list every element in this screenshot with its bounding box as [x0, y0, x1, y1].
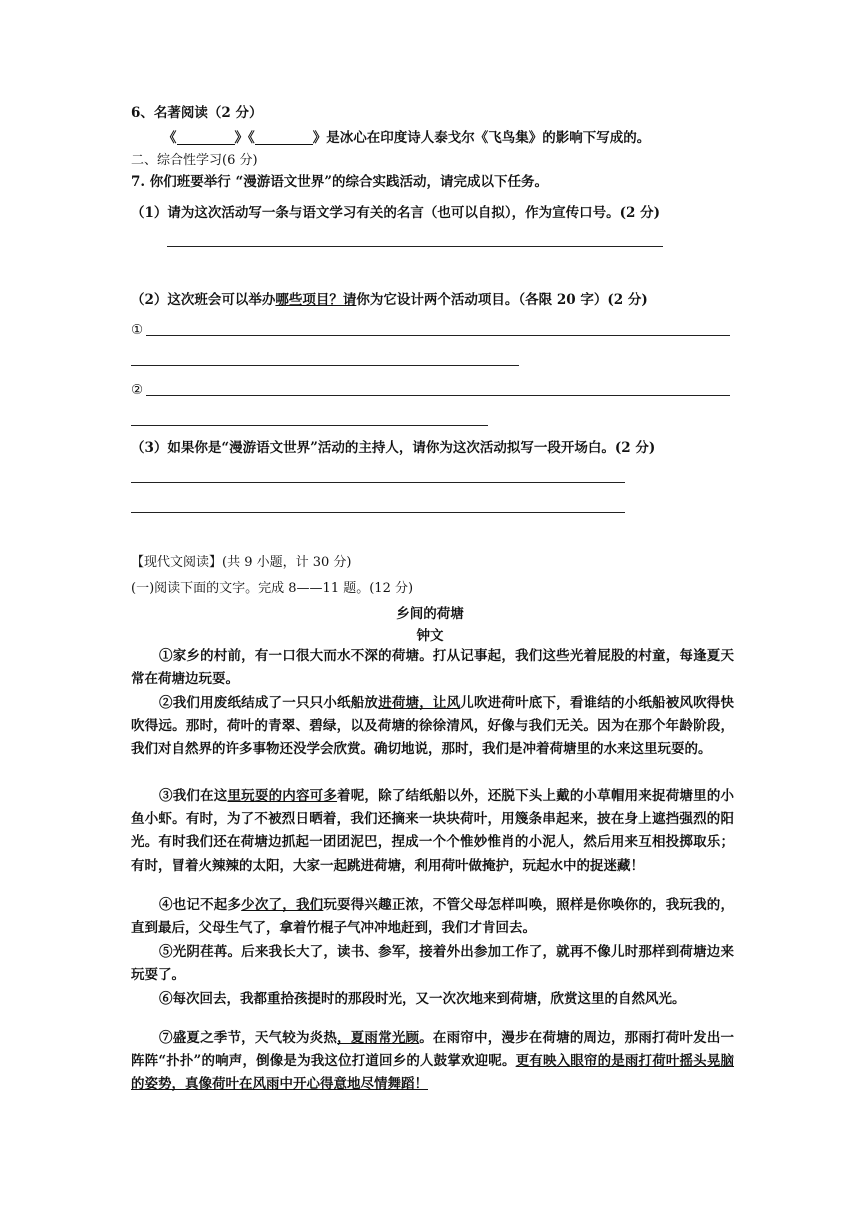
- q7-sub2: [131, 291, 648, 309]
- q6-prompt: [163, 129, 650, 147]
- q6-open: 《: [163, 130, 177, 146]
- section-two-heading: 二、综合性学习(6 分): [131, 153, 258, 168]
- underlined-phrase: 少次了，我们: [241, 897, 324, 913]
- part-one-instruction: (一)阅读下面的文字。完成 8——11 题。(12 分): [131, 581, 414, 596]
- q7-sub2-after: 你为它设计两个活动项目。（各限 20 字）(2 分): [356, 292, 648, 308]
- answer-line-item2-a[interactable]: [146, 395, 730, 396]
- q7-sub2-underlined: 哪些项目？请: [275, 292, 357, 308]
- item-mark-1: ①: [131, 322, 144, 338]
- answer-line-sub1[interactable]: [167, 246, 663, 247]
- answer-line-item1-b[interactable]: [131, 365, 519, 366]
- answer-line-sub3-a[interactable]: [131, 482, 625, 483]
- item-mark-2: ②: [131, 382, 144, 398]
- q6-mid: 》《: [234, 130, 255, 146]
- answer-line-item1-a[interactable]: [146, 335, 730, 336]
- q7-prompt: 7. 你们班要举行 “漫游语文世界”的综合实践活动，请完成以下任务。: [131, 174, 549, 190]
- article-paragraph-3: ③我们在这里玩耍的内容可多着呢，除了结纸船以外，还脱下头上戴的小草帽用来捉荷塘里的小鱼小虾。有时，为了不被烈日晒着，我们还摘来一块块荷叶，用篾条串起来，披在身上遮挡强烈的阳光。有时我们还在荷塘边抓起一团团泥巴，捏成一个个惟妙惟肖的小泥人，然后用来互相投掷取乐；有时，冒着火辣辣的太阳，大家一起跳进荷塘，利用荷叶做掩护，玩起水中的捉迷藏！: [131, 788, 735, 874]
- underlined-phrase: 里玩耍的内容可多: [227, 788, 338, 804]
- article-title: 乡间的荷塘: [396, 606, 464, 622]
- article-paragraph-5: ⑤光阴荏苒。后来我长大了，读书、参军，接着外出参加工作了，就再不像儿时那样到荷塘边来玩耍了。: [131, 944, 734, 984]
- article-paragraph-7: ⑦盛夏之季节，天气较为炎热，夏雨常光顾。在雨帘中，漫步在荷塘的周边，那雨打荷叶发出一阵阵“扑扑”的响声，倒像是为我这位打道回乡的人鼓掌欢迎呢。更有映入眼帘的是雨打荷叶摇头晃脑的姿势，真像荷叶在风雨中开心得意地尽情舞蹈！: [131, 1030, 735, 1093]
- article-paragraph-2: ②我们用废纸结成了一只只小纸船放进荷塘，让风儿吹进荷叶底下，看谁结的小纸船被风吹得快吹得远。那时，荷叶的青翠、碧绿，以及荷塘的徐徐清风，好像与我们无关。因为在那个年龄阶段，我们对自然界的许多事物还没学会欣赏。确切地说，那时，我们是冲着荷塘里的水来这里玩耍的。: [131, 695, 735, 758]
- q7-sub2-before: （2）这次班会可以举办: [131, 292, 276, 308]
- modern-reading-header: 【现代文阅读】(共 9 小题，计 30 分): [131, 555, 352, 570]
- q6-blank-1[interactable]: [177, 130, 235, 145]
- answer-line-item2-b[interactable]: [131, 425, 488, 426]
- underlined-sentence: 更有映入眼帘的是雨打荷叶摇头晃脑的姿势，真像荷叶在风雨中开心得意地尽情舞蹈！: [131, 1053, 735, 1093]
- q7-sub1: （1）请为这次活动写一条与语文学习有关的名言（也可以自拟），作为宣传口号。(2 分): [131, 205, 661, 221]
- article-paragraph-6: ⑥每次回去，我都重拾孩提时的那段时光，又一次次地来到荷塘，欣赏这里的自然风光。: [159, 991, 686, 1007]
- article-paragraph-1: ①家乡的村前，有一口很大而水不深的荷塘。打从记事起，我们这些光着屁股的村童，每逢夏天常在荷塘边玩耍。: [131, 648, 734, 688]
- underlined-phrase: ，夏雨常光顾: [337, 1030, 420, 1046]
- q6-blank-2[interactable]: [255, 130, 313, 145]
- answer-line-sub3-b[interactable]: [131, 512, 625, 513]
- underlined-phrase: 进荷塘，让风: [378, 695, 461, 711]
- q6-rest: 》是冰心在印度诗人泰戈尔《飞鸟集》的影响下写成的。: [312, 130, 651, 146]
- article-paragraph-4: ④也记不起多少次了，我们玩耍得兴趣正浓，不管父母怎样叫唤，照样是你唤你的，我玩我的，直到最后，父母生气了，拿着竹棍子气冲冲地赶到，我们才肯回去。: [131, 897, 735, 937]
- q6-title: 6、名著阅读（2 分）: [131, 105, 263, 121]
- q7-sub3: （3）如果你是“漫游语文世界”活动的主持人，请你为这次活动拟写一段开场白。(2 分): [131, 440, 656, 456]
- article-author: 钟文: [416, 628, 444, 644]
